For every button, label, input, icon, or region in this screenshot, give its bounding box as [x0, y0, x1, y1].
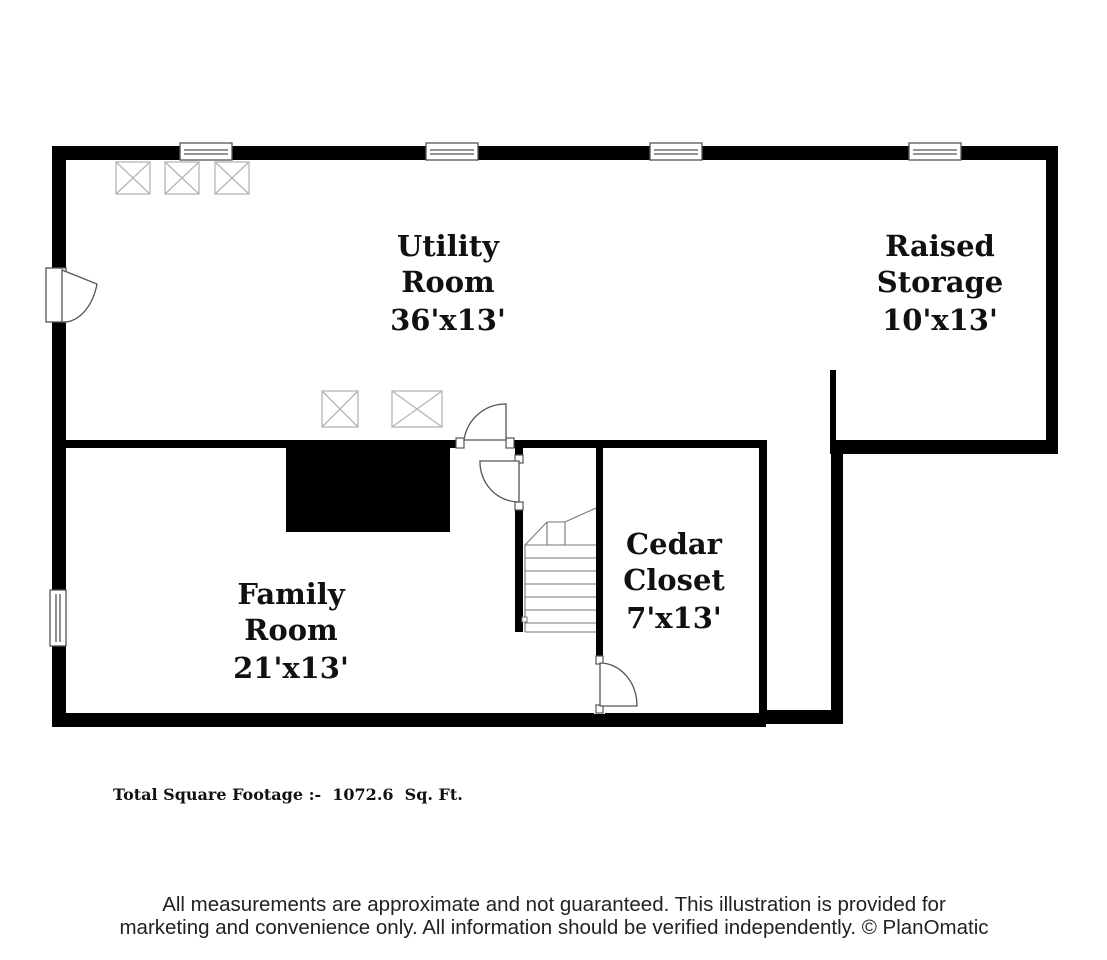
fixture-box-3	[215, 162, 249, 194]
door-exterior-left	[46, 268, 97, 322]
wall-closet-left	[596, 448, 603, 656]
fixture-box-4	[322, 391, 358, 427]
window-top-1	[180, 143, 232, 160]
disclaimer-line2: marketing and convenience only. All information should be verified independently. © PlanOmatic	[119, 916, 989, 939]
wall-corridor-right	[831, 440, 843, 724]
raised-storage-size: 10'x13'	[882, 303, 998, 337]
disclaimer-line1: All measurements are approximate and not guaranteed. This illustration is provided for	[162, 893, 946, 916]
utility-fixtures	[116, 162, 442, 427]
cedar-closet-name-line1: Cedar	[626, 527, 722, 561]
total-square-footage: Total Square Footage :- 1072.6 Sq. Ft.	[113, 785, 463, 804]
wall-corridor-bottom	[762, 710, 843, 724]
wall-divider-right	[512, 440, 767, 448]
wall-storage-bottom	[831, 440, 1058, 454]
wall-divider-left	[52, 440, 456, 448]
family-room-size: 21'x13'	[233, 651, 349, 685]
window-top-4	[909, 143, 961, 160]
fixture-box-1	[116, 162, 150, 194]
disclaimer	[119, 893, 988, 939]
door-utility-stair	[456, 404, 514, 450]
family-room-label	[233, 577, 349, 685]
windows	[50, 143, 961, 646]
door-stair-family	[480, 455, 525, 510]
utility-room-size: 36'x13'	[390, 303, 506, 337]
utility-room-name-line1: Utility	[397, 229, 499, 263]
wall-bottom	[52, 713, 766, 727]
window-top-3	[650, 143, 702, 160]
wall-right	[1046, 146, 1058, 454]
utility-room-name-line2: Room	[401, 265, 495, 299]
utility-room-label	[390, 229, 506, 337]
cedar-closet-size: 7'x13'	[626, 601, 722, 635]
window-top-2	[426, 143, 478, 160]
wall-stair-left	[515, 510, 523, 632]
fixture-box-5	[392, 391, 442, 427]
cedar-closet-name-line2: Closet	[623, 563, 725, 597]
door-closet-bottom	[594, 656, 637, 714]
chimney-block	[286, 448, 450, 532]
raised-storage-name-line2: Storage	[876, 265, 1004, 299]
window-left-family	[50, 590, 66, 646]
fixture-box-2	[165, 162, 199, 194]
raised-storage-name-line1: Raised	[885, 229, 995, 263]
raised-storage-label	[877, 229, 1003, 337]
family-room-name-line2: Room	[244, 613, 338, 647]
staircase	[522, 508, 596, 632]
cedar-closet-label	[623, 527, 725, 635]
family-room-name-line1: Family	[237, 577, 345, 611]
wall-closet-right	[759, 440, 767, 714]
